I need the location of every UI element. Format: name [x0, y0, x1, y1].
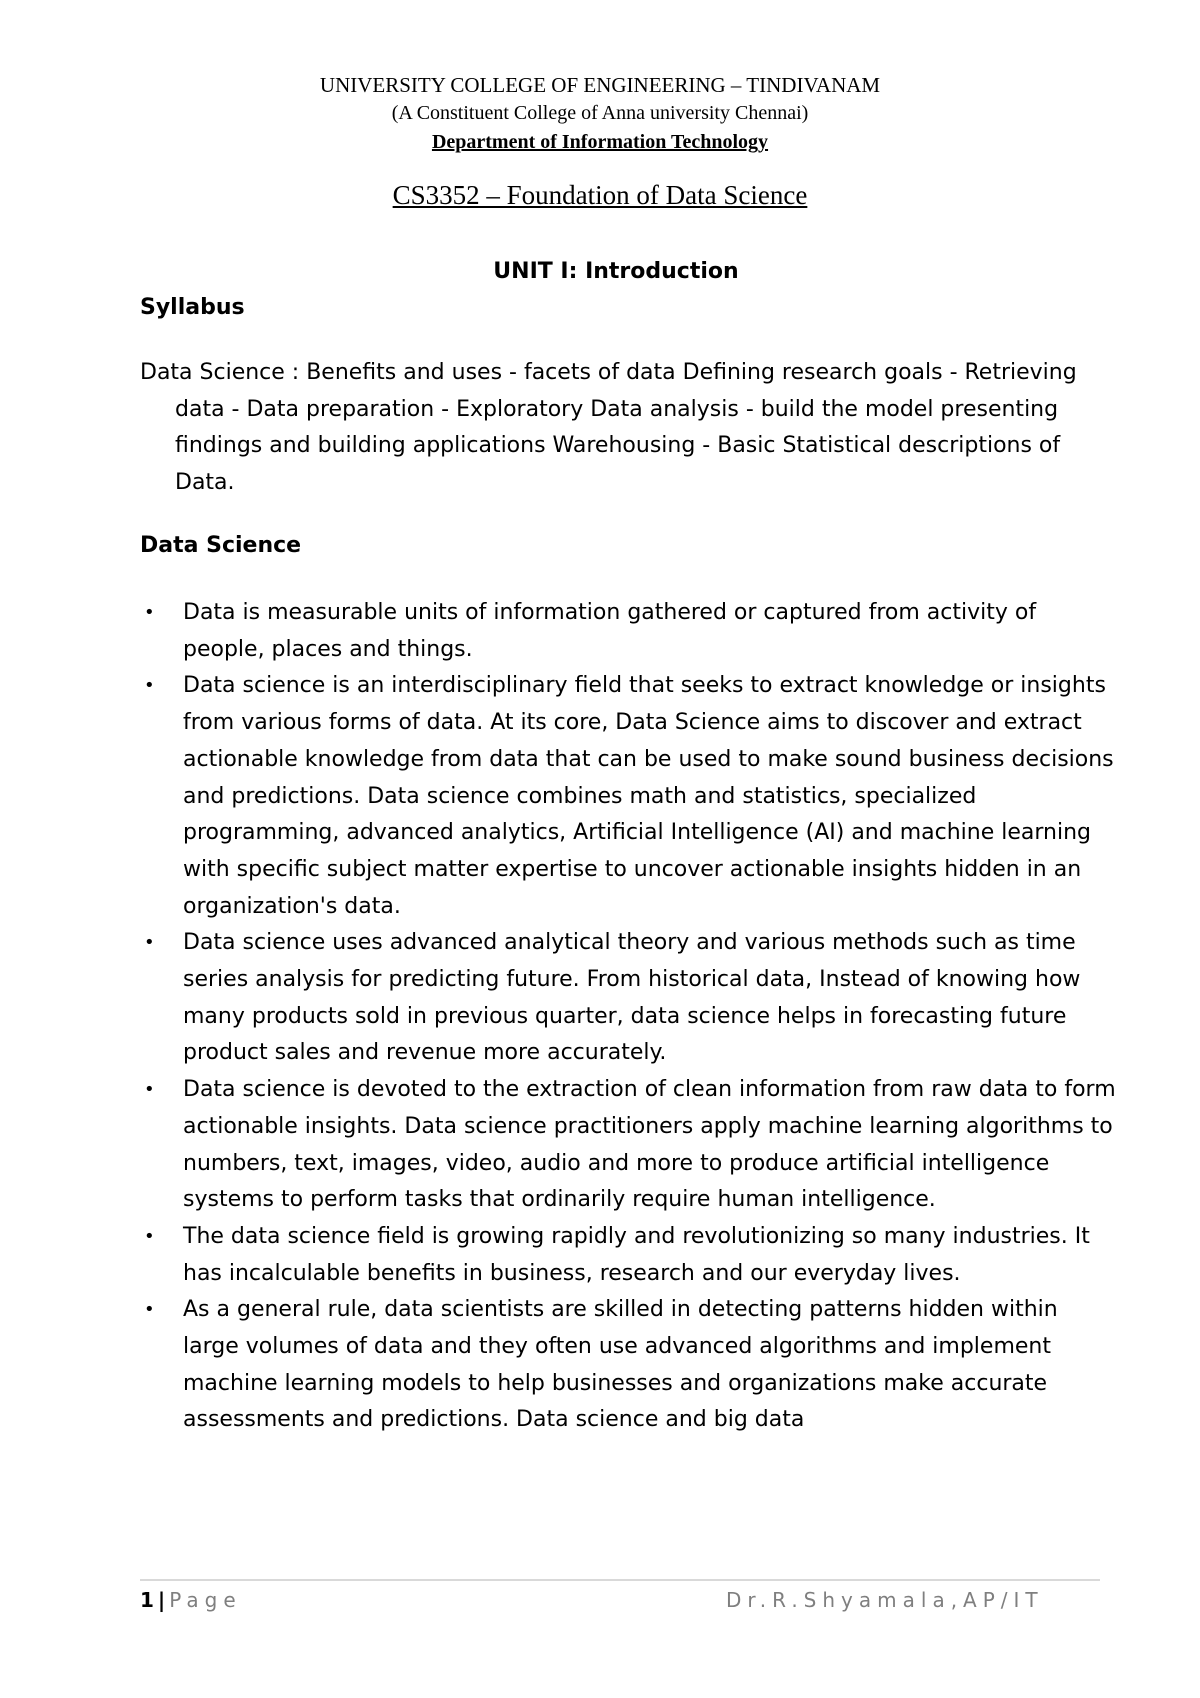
list-item-text: Data science is an interdisciplinary field that seeks to extract knowledge or insights from various forms of data. At its core, Data Science aims to discover and extract actionable knowledge from data that can be used to make sound business decisions and predictions. Data science combines math and statistics, specialized programming, advanced analytics, Artificial Intelligence (AI) and machine learning with specific subject matter expertise to uncover actionable insights hidden in an organization's data.	[183, 673, 1114, 919]
data-science-bullet-list	[140, 595, 1120, 1439]
bullet-icon: •	[144, 602, 155, 623]
bullet-icon: •	[144, 1225, 155, 1247]
college-name: UNIVERSITY COLLEGE OF ENGINEERING – TINDIVANAM	[319, 73, 881, 97]
page-label: Page	[169, 1588, 242, 1612]
page-number: 1	[140, 1588, 154, 1612]
list-item	[140, 668, 1120, 925]
department-name: Department of Information Technology	[431, 131, 769, 153]
author-credit: Dr.R.Shyamala,AP/IT	[726, 1588, 1044, 1612]
footer-separator: |	[157, 1588, 166, 1612]
data-science-heading: Data Science	[140, 533, 302, 558]
list-item	[140, 925, 1120, 1072]
unit-title: UNIT I: Introduction	[493, 259, 739, 284]
footer-divider	[140, 1579, 1100, 1581]
page-footer	[140, 1588, 1100, 1618]
list-item	[140, 1072, 1120, 1219]
course-title: CS3352 – Foundation of Data Science	[392, 180, 808, 210]
list-item-text: Data science is devoted to the extraction of clean information from raw data to form actionable insights. Data science practitioners apply machine learning algorithms to numbers, text, images, video, audio and more to produce artificial intelligence systems to perform tasks that ordinarily require human intelligence.	[183, 1077, 1116, 1213]
list-item	[140, 1292, 1120, 1439]
bullet-icon: •	[144, 932, 155, 954]
list-item	[140, 1219, 1120, 1292]
list-item	[140, 595, 1120, 668]
syllabus-text: Data Science : Benefits and uses - facets of data Defining research goals - Retrieving data - Data preparation - Exploratory Data analysis - build the model presenting findings and building applications Warehousing - Basic Statistical descriptions of Data.	[140, 360, 1077, 496]
list-item-text: As a general rule, data scientists are skilled in detecting patterns hidden within large volumes of data and they often use advanced algorithms and implement machine learning models to help businesses and organizations make accurate assessments and predictions. Data science and big data	[183, 1297, 1058, 1433]
syllabus-heading: Syllabus	[140, 295, 245, 320]
list-item-text: The data science field is growing rapidly and revolutionizing so many industries. It has incalculable benefits in business, research and our everyday lives.	[183, 1223, 1090, 1286]
bullet-icon: •	[144, 1079, 155, 1101]
bullet-icon: •	[144, 1299, 155, 1321]
list-item-text: Data science uses advanced analytical theory and various methods such as time series analysis for predicting future. From historical data, Instead of knowing how many products sold in previous quarter, data science helps in forecasting future product sales and revenue more accurately.	[183, 930, 1081, 1066]
college-affiliation: (A Constituent College of Anna university Chennai)	[391, 102, 809, 124]
list-item-text: Data is measurable units of information gathered or captured from activity of people, places and things.	[183, 600, 1037, 662]
bullet-icon: •	[144, 675, 155, 697]
